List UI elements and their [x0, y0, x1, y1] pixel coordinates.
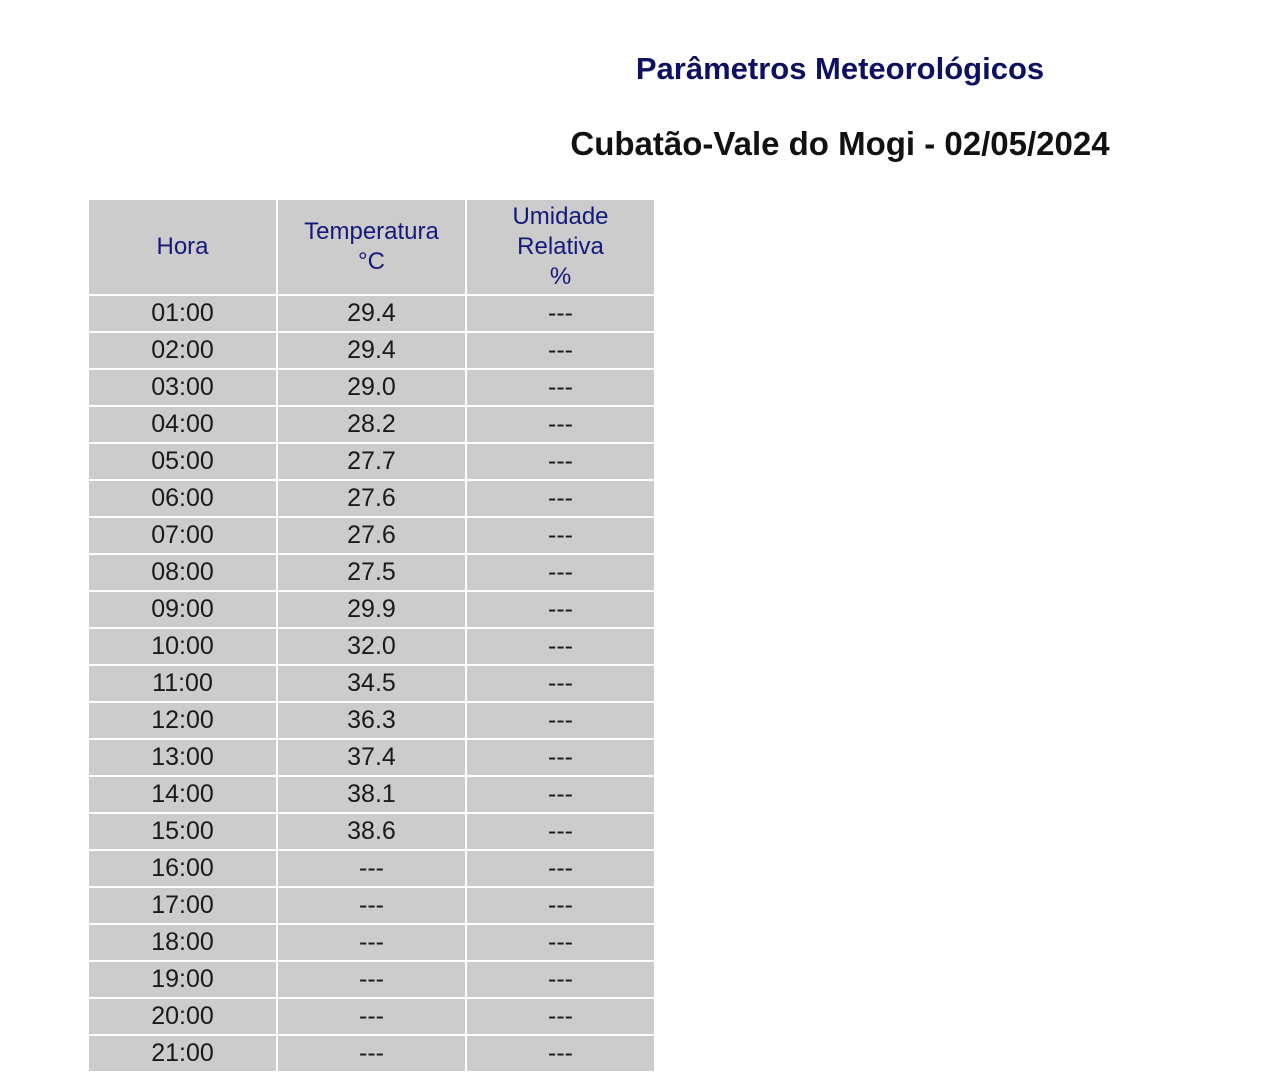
cell-hora: 11:00 [89, 666, 276, 701]
table-row [89, 407, 654, 442]
table-row [89, 481, 654, 516]
cell-temperatura: 27.5 [278, 555, 465, 590]
cell-umidade: --- [467, 666, 654, 701]
cell-umidade: --- [467, 444, 654, 479]
cell-temperatura: 29.9 [278, 592, 465, 627]
cell-umidade: --- [467, 777, 654, 812]
table-row [89, 444, 654, 479]
cell-hora: 07:00 [89, 518, 276, 553]
cell-hora: 12:00 [89, 703, 276, 738]
cell-temperatura: --- [278, 1036, 465, 1071]
cell-umidade: --- [467, 1036, 654, 1071]
cell-hora: 17:00 [89, 888, 276, 923]
column-header-line: % [549, 263, 572, 290]
cell-umidade: --- [467, 925, 654, 960]
table-row [89, 777, 654, 812]
cell-temperatura: 27.7 [278, 444, 465, 479]
cell-temperatura: 29.0 [278, 370, 465, 405]
table-row [89, 925, 654, 960]
cell-umidade: --- [467, 851, 654, 886]
table-row [89, 370, 654, 405]
table-row [89, 962, 654, 997]
cell-temperatura: --- [278, 999, 465, 1034]
table-row [89, 814, 654, 849]
weather-table-container [87, 198, 656, 1073]
cell-hora: 10:00 [89, 629, 276, 664]
column-header-hora [89, 200, 276, 294]
cell-umidade: --- [467, 703, 654, 738]
table-row [89, 851, 654, 886]
table-row [89, 666, 654, 701]
cell-umidade: --- [467, 333, 654, 368]
column-header-line: Umidade [512, 203, 609, 230]
cell-temperatura: --- [278, 888, 465, 923]
column-header-umidade [467, 200, 654, 294]
cell-hora: 21:00 [89, 1036, 276, 1071]
cell-temperatura: 27.6 [278, 518, 465, 553]
table-row [89, 999, 654, 1034]
station-date-subtitle: Cubatão-Vale do Mogi - 02/05/2024 [570, 125, 1110, 162]
table-row [89, 703, 654, 738]
cell-hora: 02:00 [89, 333, 276, 368]
cell-hora: 19:00 [89, 962, 276, 997]
cell-umidade: --- [467, 296, 654, 331]
column-header-line: °C [358, 248, 385, 275]
cell-temperatura: --- [278, 851, 465, 886]
cell-temperatura: 27.6 [278, 481, 465, 516]
cell-umidade: --- [467, 370, 654, 405]
table-row [89, 518, 654, 553]
cell-temperatura: 38.6 [278, 814, 465, 849]
table-row [89, 629, 654, 664]
cell-umidade: --- [467, 999, 654, 1034]
cell-temperatura: 37.4 [278, 740, 465, 775]
table-row [89, 888, 654, 923]
table-row [89, 296, 654, 331]
cell-umidade: --- [467, 629, 654, 664]
cell-temperatura: --- [278, 962, 465, 997]
cell-hora: 18:00 [89, 925, 276, 960]
cell-umidade: --- [467, 481, 654, 516]
column-header-line: Temperatura [304, 218, 439, 245]
cell-hora: 14:00 [89, 777, 276, 812]
cell-temperatura: 28.2 [278, 407, 465, 442]
table-row [89, 555, 654, 590]
table-header-row [89, 200, 654, 294]
table-body [89, 296, 654, 1071]
table-row [89, 740, 654, 775]
cell-temperatura: --- [278, 925, 465, 960]
column-header-line: Relativa [517, 233, 604, 260]
cell-umidade: --- [467, 740, 654, 775]
cell-hora: 08:00 [89, 555, 276, 590]
cell-hora: 05:00 [89, 444, 276, 479]
cell-umidade: --- [467, 518, 654, 553]
cell-umidade: --- [467, 962, 654, 997]
cell-hora: 16:00 [89, 851, 276, 886]
cell-temperatura: 38.1 [278, 777, 465, 812]
cell-temperatura: 32.0 [278, 629, 465, 664]
cell-hora: 03:00 [89, 370, 276, 405]
cell-hora: 06:00 [89, 481, 276, 516]
page-title: Parâmetros Meteorológicos [635, 51, 1045, 86]
column-header-line: Hora [156, 233, 209, 260]
cell-umidade: --- [467, 814, 654, 849]
cell-umidade: --- [467, 555, 654, 590]
cell-temperatura: 29.4 [278, 333, 465, 368]
cell-umidade: --- [467, 407, 654, 442]
column-header-temperatura [278, 200, 465, 294]
cell-hora: 15:00 [89, 814, 276, 849]
cell-hora: 20:00 [89, 999, 276, 1034]
table-row [89, 333, 654, 368]
table-row [89, 592, 654, 627]
cell-umidade: --- [467, 888, 654, 923]
cell-hora: 01:00 [89, 296, 276, 331]
cell-temperatura: 29.4 [278, 296, 465, 331]
cell-hora: 04:00 [89, 407, 276, 442]
cell-temperatura: 34.5 [278, 666, 465, 701]
weather-table [87, 198, 656, 1073]
cell-temperatura: 36.3 [278, 703, 465, 738]
cell-hora: 09:00 [89, 592, 276, 627]
cell-umidade: --- [467, 592, 654, 627]
cell-hora: 13:00 [89, 740, 276, 775]
table-row [89, 1036, 654, 1071]
